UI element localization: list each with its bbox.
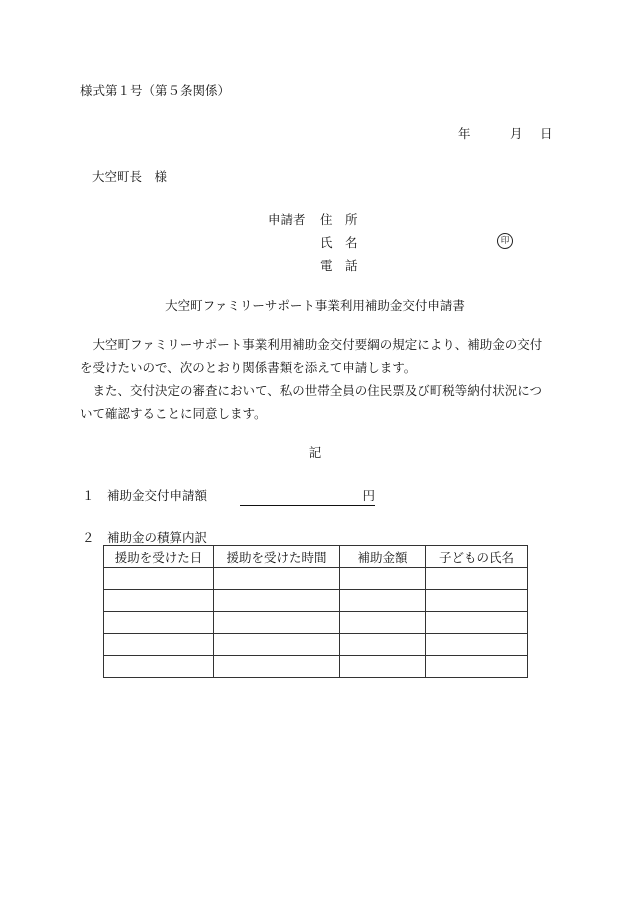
- body-paragraph-2: また、交付決定の審査において、私の世帯全員の住民票及び町税等納付状況について確認することに同意します。: [80, 383, 543, 421]
- table-cell[interactable]: [214, 568, 340, 590]
- name-label: 氏 名: [320, 235, 358, 250]
- table-row: [104, 656, 528, 678]
- table-cell[interactable]: [426, 634, 528, 656]
- header-date: 援助を受けた日: [104, 546, 214, 568]
- table-cell[interactable]: [214, 656, 340, 678]
- form-number: 様式第１号（第５条関係）: [80, 83, 231, 98]
- table-cell[interactable]: [426, 612, 528, 634]
- item2-label: 補助金の積算内訳: [107, 530, 208, 545]
- seal-mark: 印: [497, 233, 513, 249]
- table-cell[interactable]: [104, 634, 214, 656]
- table-cell[interactable]: [426, 590, 528, 612]
- header-child-name: 子どもの氏名: [426, 546, 528, 568]
- table-cell[interactable]: [340, 568, 426, 590]
- amount-field[interactable]: [240, 486, 375, 506]
- addressee: 大空町長 様: [92, 169, 168, 184]
- table-cell[interactable]: [214, 590, 340, 612]
- table-row: [104, 590, 528, 612]
- table-cell[interactable]: [104, 568, 214, 590]
- document-title: 大空町ファミリーサポート事業利用補助金交付申請書: [165, 298, 465, 313]
- address-label: 住 所: [320, 212, 358, 227]
- table-cell[interactable]: [214, 612, 340, 634]
- table-cell[interactable]: [104, 612, 214, 634]
- item2-number: ２: [82, 530, 95, 545]
- table-row: [104, 568, 528, 590]
- header-time: 援助を受けた時間: [214, 546, 340, 568]
- breakdown-table: [103, 545, 528, 678]
- applicant-label: 申請者: [268, 212, 306, 227]
- date-month: 月: [510, 126, 523, 141]
- table-cell[interactable]: [340, 612, 426, 634]
- table-cell[interactable]: [214, 634, 340, 656]
- table-cell[interactable]: [426, 656, 528, 678]
- item1-label: 補助金交付申請額: [107, 488, 208, 503]
- application-body: [80, 333, 550, 425]
- date-year: 年: [458, 126, 471, 141]
- table-cell[interactable]: [104, 590, 214, 612]
- table-header-row: [104, 546, 528, 568]
- table-cell[interactable]: [340, 656, 426, 678]
- table-cell[interactable]: [426, 568, 528, 590]
- amount-unit: 円: [362, 488, 375, 503]
- table-row: [104, 612, 528, 634]
- table-row: [104, 634, 528, 656]
- ki-heading: 記: [308, 445, 322, 460]
- table-cell[interactable]: [340, 590, 426, 612]
- header-amount: 補助金額: [340, 546, 426, 568]
- table-cell[interactable]: [104, 656, 214, 678]
- date-line: [458, 124, 553, 142]
- item1-number: １: [82, 488, 95, 503]
- date-day: 日: [540, 126, 553, 141]
- table-cell[interactable]: [340, 634, 426, 656]
- phone-label: 電 話: [320, 258, 358, 273]
- body-paragraph-1: 大空町ファミリーサポート事業利用補助金交付要綱の規定により、補助金の交付を受けたいので、次のとおり関係書類を添えて申請します。: [80, 337, 543, 375]
